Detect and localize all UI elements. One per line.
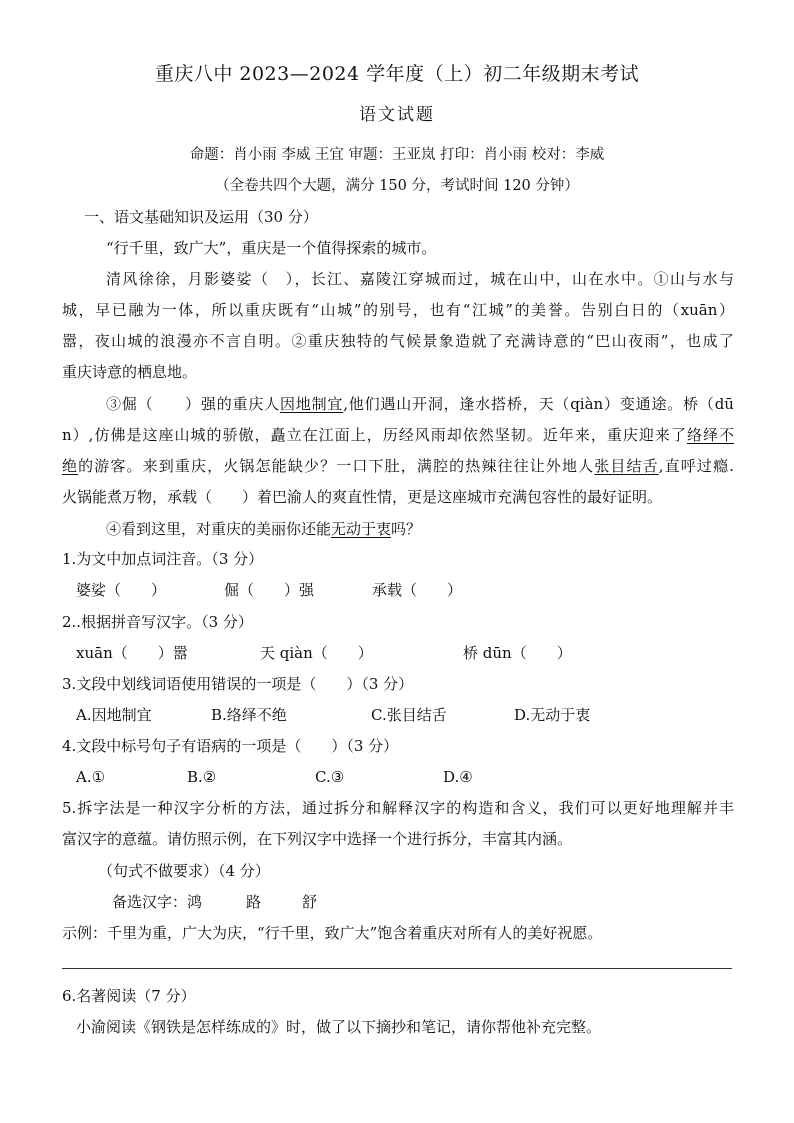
passage-p2-line3 — [62, 456, 734, 476]
q3-option-b: B.络绎不绝 — [211, 706, 287, 724]
q1-item-posuo: 婆娑（ ） — [76, 581, 167, 599]
exam-title: 重庆八中 2023—2024 学年度（上）初二年级期末考试 — [154, 63, 640, 85]
q6-intro: 小渝阅读《钢铁是怎样练成的》时，做了以下摘抄和笔记，请你帮他补充完整。 — [76, 1018, 602, 1036]
underlined-phrase-wudongyuzhong: 无动于衷 — [331, 520, 392, 538]
q5-stem-line2: 富汉字的意蕴。请仿照示例，在下列汉字中选择一个进行拆分，丰富其内涵。 — [62, 830, 573, 848]
underlined-phrase-luoyibujue-part2: 绝 — [62, 457, 79, 475]
q5-candidate-lu: 路 — [246, 893, 262, 911]
section1-intro: “行千里，致广大”，重庆是一个值得探索的城市。 — [106, 239, 437, 257]
q4-option-a: A.① — [76, 768, 106, 786]
answer-divider-line — [62, 968, 732, 969]
q5-note: （句式不做要求）（4 分） — [98, 862, 270, 880]
section1-heading: 一、语文基础知识及运用（30 分） — [84, 208, 318, 226]
passage-p1-line3: 嚣，夜山城的浪漫亦不言自明。②重庆独特的气候景象造就了充满诗意的“巴山夜雨”，也成了 — [62, 332, 734, 350]
q4-option-b: B.② — [187, 768, 217, 786]
q3-option-a: A.因地制宜 — [76, 706, 152, 724]
passage-p1-line1-text: 清风徐徐，月影婆娑（ ），长江、嘉陵江穿城而过，城在山中，山在水中。①山与水与 — [106, 270, 734, 288]
p2-text-b: ,他们遇山开洞，逢水搭桥，天（qiàn）变通途。桥（dū — [343, 395, 734, 413]
q4-option-c: C.③ — [315, 768, 345, 786]
q5-candidates-label: 备选汉字：鸿 — [112, 893, 203, 911]
q5-stem-line1: 5.拆字法是一种汉字分析的方法，通过拆分和解释汉字的构造和含义，我们可以更好地理解并丰 — [62, 799, 734, 817]
passage-p1-line2: 城，早已融为一体，所以重庆既有“山城”的别号，也有“江城”的美誉。告别白日的（xuān） — [62, 301, 734, 319]
q3-option-d: D.无动于衷 — [514, 706, 591, 724]
q3-option-c: C.张目结舌 — [371, 706, 447, 724]
q5-candidate-shu: 舒 — [302, 893, 318, 911]
p2-line3-text: 的游客。来到重庆，火锅怎能缺少？一口下肚，满腔的热辣往往让外地人 — [78, 457, 595, 475]
underlined-phrase-zhangmujieshe: 张目结舌 — [594, 457, 659, 475]
q3-stem: 3.文段中划线词语使用错误的一项是（ ）（3 分） — [62, 675, 414, 693]
passage-p1-line4: 重庆诗意的栖息地。 — [62, 363, 198, 381]
exam-subtitle: 语文试题 — [359, 105, 435, 125]
q5-example: 示例：千里为重，广大为庆，“行千里，致广大”饱含着重庆对所有人的美好祝愿。 — [62, 924, 603, 942]
underlined-phrase-luoyibujue-part1: 络绎不 — [686, 426, 734, 444]
q6-stem: 6.名著阅读（7 分） — [62, 987, 196, 1005]
q2-item-xuan: xuān（ ）嚣 — [76, 644, 188, 662]
passage-p1-line1 — [106, 269, 734, 289]
q2-item-dun: 桥 dūn（ ） — [463, 644, 572, 662]
exam-note: （全卷共四个大题，满分 150 分，考试时间 120 分钟） — [215, 178, 579, 194]
exam-staff: 命题：肖小雨 李威 王宜 审题：王亚岚 打印：肖小雨 校对：李威 — [189, 147, 605, 163]
q1-item-chengzai: 承载（ ） — [372, 581, 463, 599]
passage-p2-line4: 火锅能煮万物，承载（ ）着巴渝人的爽直性情，更是这座城市充满包容性的最好证明。 — [62, 488, 663, 506]
p3-text-b: 吗？ — [391, 520, 422, 538]
passage-p3 — [106, 519, 421, 539]
q2-item-qian: 天 qiàn（ ） — [260, 644, 373, 662]
underlined-phrase-yindizhiyi: 因地制宜 — [279, 395, 344, 413]
passage-p2-line2 — [62, 425, 734, 445]
passage-p2-line1 — [106, 394, 734, 414]
q1-stem: 1.为文中加点词注音。（3 分） — [62, 550, 264, 568]
p2-text-a: ③倔（ ）强的重庆人 — [106, 395, 280, 413]
q2-stem: 2..根据拼音写汉字。（3 分） — [62, 613, 253, 631]
q4-option-d: D.④ — [443, 768, 473, 786]
q4-stem: 4.文段中标号句子有语病的一项是（ ）（3 分） — [62, 737, 399, 755]
p2-line2-text: n）,仿佛是这座山城的骄傲，矗立在江面上，历经风雨却依然坚韧。近年来，重庆迎来了 — [62, 426, 687, 444]
q1-item-juejiang: 倔（ ）强 — [224, 581, 315, 599]
p2-line3-tail: ,直呼过瘾. — [658, 457, 734, 475]
p3-text-a: ④看到这里，对重庆的美丽你还能 — [106, 520, 332, 538]
